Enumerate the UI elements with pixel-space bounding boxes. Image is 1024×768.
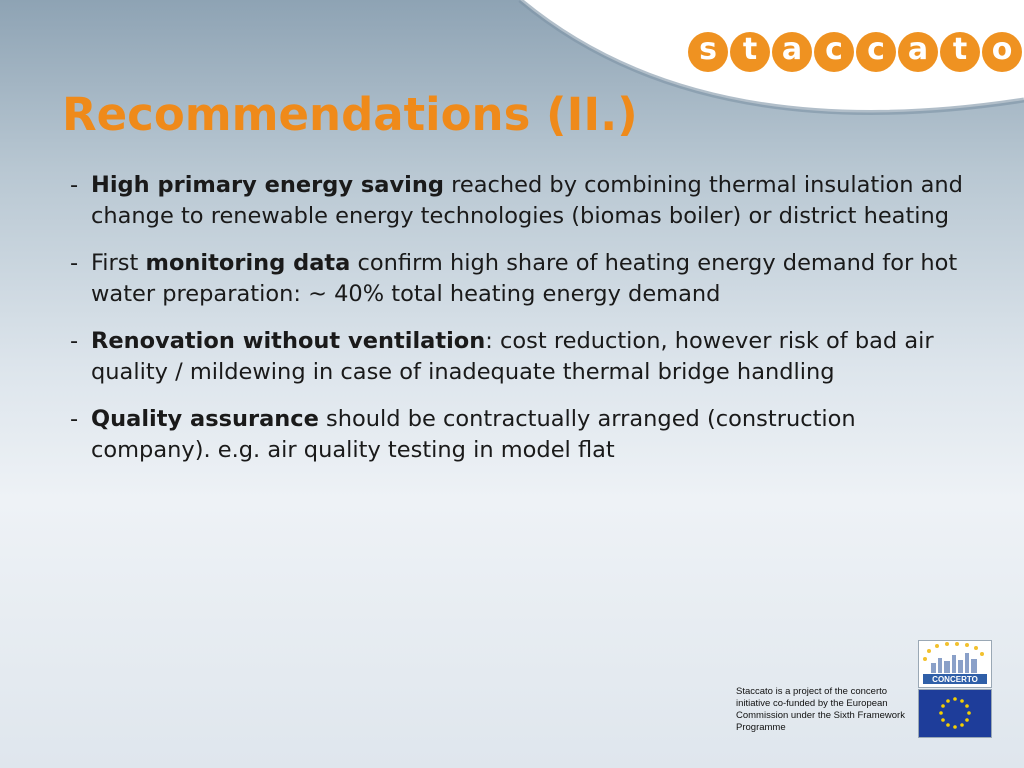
footer-funding-note: Staccato is a project of the concerto initiative co-funded by the European Commission under the Sixth Framework Programme — [736, 686, 905, 733]
bullet-text-after: reached by combining thermal insulation and change to renewable energy technologies (biomas boiler) or district heating — [91, 172, 963, 229]
eu-flag-icon — [918, 689, 992, 738]
bullet-marker: - — [70, 328, 79, 354]
concerto-badge-label: CONCERTO — [932, 675, 978, 684]
logo-letter: o — [982, 32, 1022, 72]
bullet-bold-text: High primary energy saving — [91, 172, 444, 198]
logo-letter: t — [940, 32, 980, 72]
bullet-bold-text: Renovation without ventilation — [91, 328, 486, 354]
bullet-item — [70, 170, 970, 232]
bullet-bold-text: Quality assurance — [91, 406, 319, 432]
logo-letter: s — [688, 32, 728, 72]
bullet-item — [70, 248, 970, 310]
bullet-text-after: should be contractually arranged (construction company). e.g. air quality testing in model flat — [91, 406, 856, 463]
logo-letter: a — [898, 32, 938, 72]
bullet-item — [70, 404, 970, 466]
logo-letter: a — [772, 32, 812, 72]
bullet-marker: - — [70, 406, 79, 432]
slide-title: Recommendations (II.) — [62, 88, 638, 141]
bullet-marker: - — [70, 172, 79, 198]
bullet-bold-text: monitoring data — [145, 250, 351, 276]
bullet-item — [70, 326, 970, 388]
bullet-marker: - — [70, 250, 79, 276]
logo-letter: c — [856, 32, 896, 72]
logo-letter: t — [730, 32, 770, 72]
bullet-text-after: : cost reduction, however risk of bad air quality / mildewing in case of inadequate thermal bridge handling — [91, 328, 934, 385]
logo-letter: c — [814, 32, 854, 72]
concerto-logo-icon — [918, 640, 992, 688]
bullet-list — [70, 170, 970, 482]
bullet-text-before: First — [91, 250, 146, 276]
eu-stars-icon — [919, 690, 991, 737]
staccato-logo — [688, 32, 1022, 72]
bullet-text-after: confirm high share of heating energy demand for hot water preparation: ~ 40% total heating energy demand — [91, 250, 958, 307]
concerto-skyline-icon — [919, 641, 991, 687]
